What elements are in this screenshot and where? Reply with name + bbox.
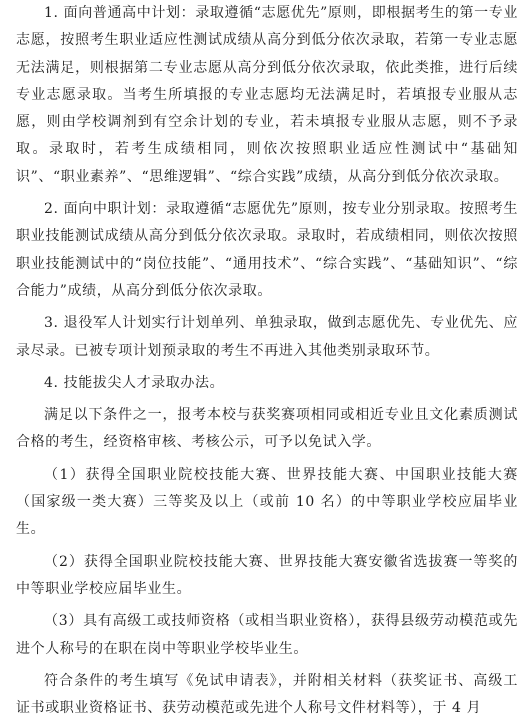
paragraph-eligibility-intro: 满足以下条件之一，报考本校与获奖赛项相同或相近专业且文化素质测试合格的考生，经资格审核、考核公示，可予以免试入学。 xyxy=(16,407,518,451)
paragraph-veterans-plan: 3. 退役军人计划实行计划单列、单独录取，做到志愿优先、专业优先、应录尽录。已被专项计划预录取的考生不再进入其他类别录取环节。 xyxy=(16,315,518,359)
paragraph-application-procedure: 符合条件的考生填写《免试申请表》，并附相关材料（获奖证书、高级工证书或职业资格证书、获劳动模范或先进个人称号文件材料等），于 4 月 xyxy=(16,672,518,717)
paragraph-vocational-plan: 2. 面向中职计划：录取遵循“志愿优先”原则，按专业分别录取。按照考生职业技能测试成绩从高分到低分依次录取。录取时，若成绩相同，则依次按照职业技能测试中的“岗位技能”、“通用技术”、“综合实践”、“基础知识”、“综合能力”成绩，从高分到低分依次录取。 xyxy=(16,201,518,299)
paragraph-skill-talent-heading: 4. 技能拔尖人才录取办法。 xyxy=(44,374,225,391)
paragraph-general-high-school-plan: 1. 面向普通高中计划：录取遵循“志愿优先”原则，即根据考生的第一专业志愿，按照考生职业适应性测试成绩从高分到低分依次录取，若第一专业志愿无法满足，则根据第二专业志愿从高分到低分依次录取，依此类推，进行后续专业志愿录取。当考生所填报的专业志愿均无法满足时，若填报专业服从志愿，则由学校调剂到有空余计划的专业，若未填报专业服从志愿，则不予录取。录取时，若考生成绩相同，则依次按照职业适应性测试中“基础知识”、“职业素养”、“思维逻辑”、“综合实践”成绩，从高分到低分依次录取。 xyxy=(16,5,518,185)
paragraph-condition-2: （2）获得全国职业院校技能大赛、世界技能大赛安徽省选拔赛一等奖的中等职业学校应届毕业生。 xyxy=(16,553,518,597)
paragraph-condition-3: （3）具有高级工或技师资格（或相当职业资格），获得县级劳动模范或先进个人称号的在职在岗中等职业学校毕业生。 xyxy=(16,613,518,657)
paragraph-condition-1: （1）获得全国职业院校技能大赛、世界技能大赛、中国职业技能大赛（国家级一类大赛）三等奖及以上（或前 10 名）的中等职业学校应届毕业生。 xyxy=(16,466,518,538)
